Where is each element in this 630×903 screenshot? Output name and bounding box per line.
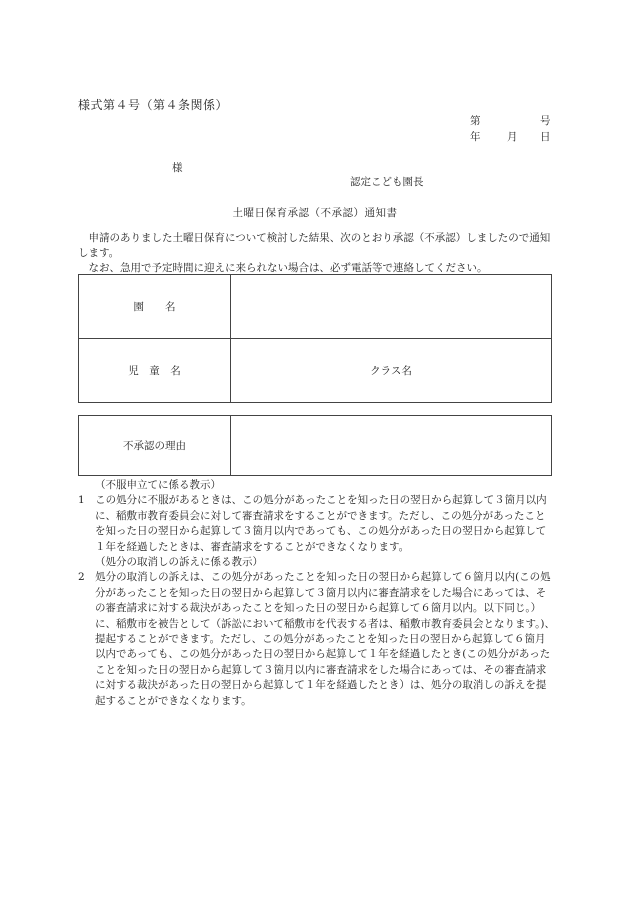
sender-title: 認定こども園長 (350, 176, 424, 188)
revocation-notice: 2 処分の取消しの訴えは、この処分があったことを知った日の翌日から起算して６箇月以内(この処分があったことを知った日の翌日から起算して３箇月以内に審査請求をした場合にあっては、その審査請求に対する裁決があったことを知った日の翌日から起算して６箇月以内。以下同じ。）に、稲敷市を被告として（訴訟において稲敷市を代表する者は、稲敷市教育委員会となります。)、提起することができます。ただし、この処分があったことを知った日の翌日から起算して６箇月以内であっても、この処分があった日の翌日から起算して１年を経過したとき(この処分があったことを知った日の翌日から起算して３箇月以内に審査請求をした場合にあっては、その審査請求に対する裁決があった日の翌日から起算して１年を経過したとき）は、処分の取消しの訴えを提起することができなくなります。 (78, 571, 556, 707)
child-name-label: 児 童 名 (79, 339, 231, 403)
form-identifier: 様式第４号（第４条関係） (78, 98, 229, 112)
recipient-honorific: 様 (172, 162, 183, 174)
date-month-label: 月 (507, 131, 518, 143)
legal-notes (78, 478, 556, 709)
appeal-heading: （不服申立てに係る教示） (95, 479, 221, 491)
date-year-label: 年 (470, 131, 481, 143)
reason-row (79, 416, 552, 476)
appeal-notice: 1 この処分に不服があるときは、この処分があったことを知った日の翌日から起算して３箇月以内に、稲敷市教育委員会に対して審査請求をすることができます。ただし、この処分があったことを知った日の翌日から起算して３箇月以内であっても、この処分があった日の翌日から起算して１年を経過したときは、審査請求をすることができなくなります。 (78, 494, 547, 553)
document-number-label: 第 (470, 115, 481, 127)
class-name-field[interactable] (231, 339, 552, 403)
reason-table (78, 415, 552, 476)
revocation-heading: （処分の取消しの訴えに係る教示） (95, 556, 263, 569)
child-row (79, 339, 552, 403)
facility-label: 園 名 (79, 275, 231, 339)
facility-value-field[interactable] (231, 275, 552, 339)
rejection-reason-label: 不承認の理由 (79, 416, 231, 476)
body-paragraph-1: 申請のありました土曜日保育について検討した結果、次のとおり承認（不承認）しましたので通知します。 (78, 232, 551, 259)
rejection-reason-field[interactable] (231, 416, 552, 476)
document-number-suffix: 号 (540, 115, 551, 127)
document-title: 土曜日保育承認（不承認）通知書 (232, 207, 398, 219)
facility-row (79, 275, 552, 339)
child-info-table (78, 274, 552, 403)
date-day-label: 日 (540, 131, 551, 143)
class-name-label: クラス名 (370, 365, 412, 377)
body-paragraph-2: なお、急用で予定時間に迎えに来られない場合は、必ず電話等で連絡してください。 (88, 262, 488, 274)
body-text (78, 231, 556, 276)
